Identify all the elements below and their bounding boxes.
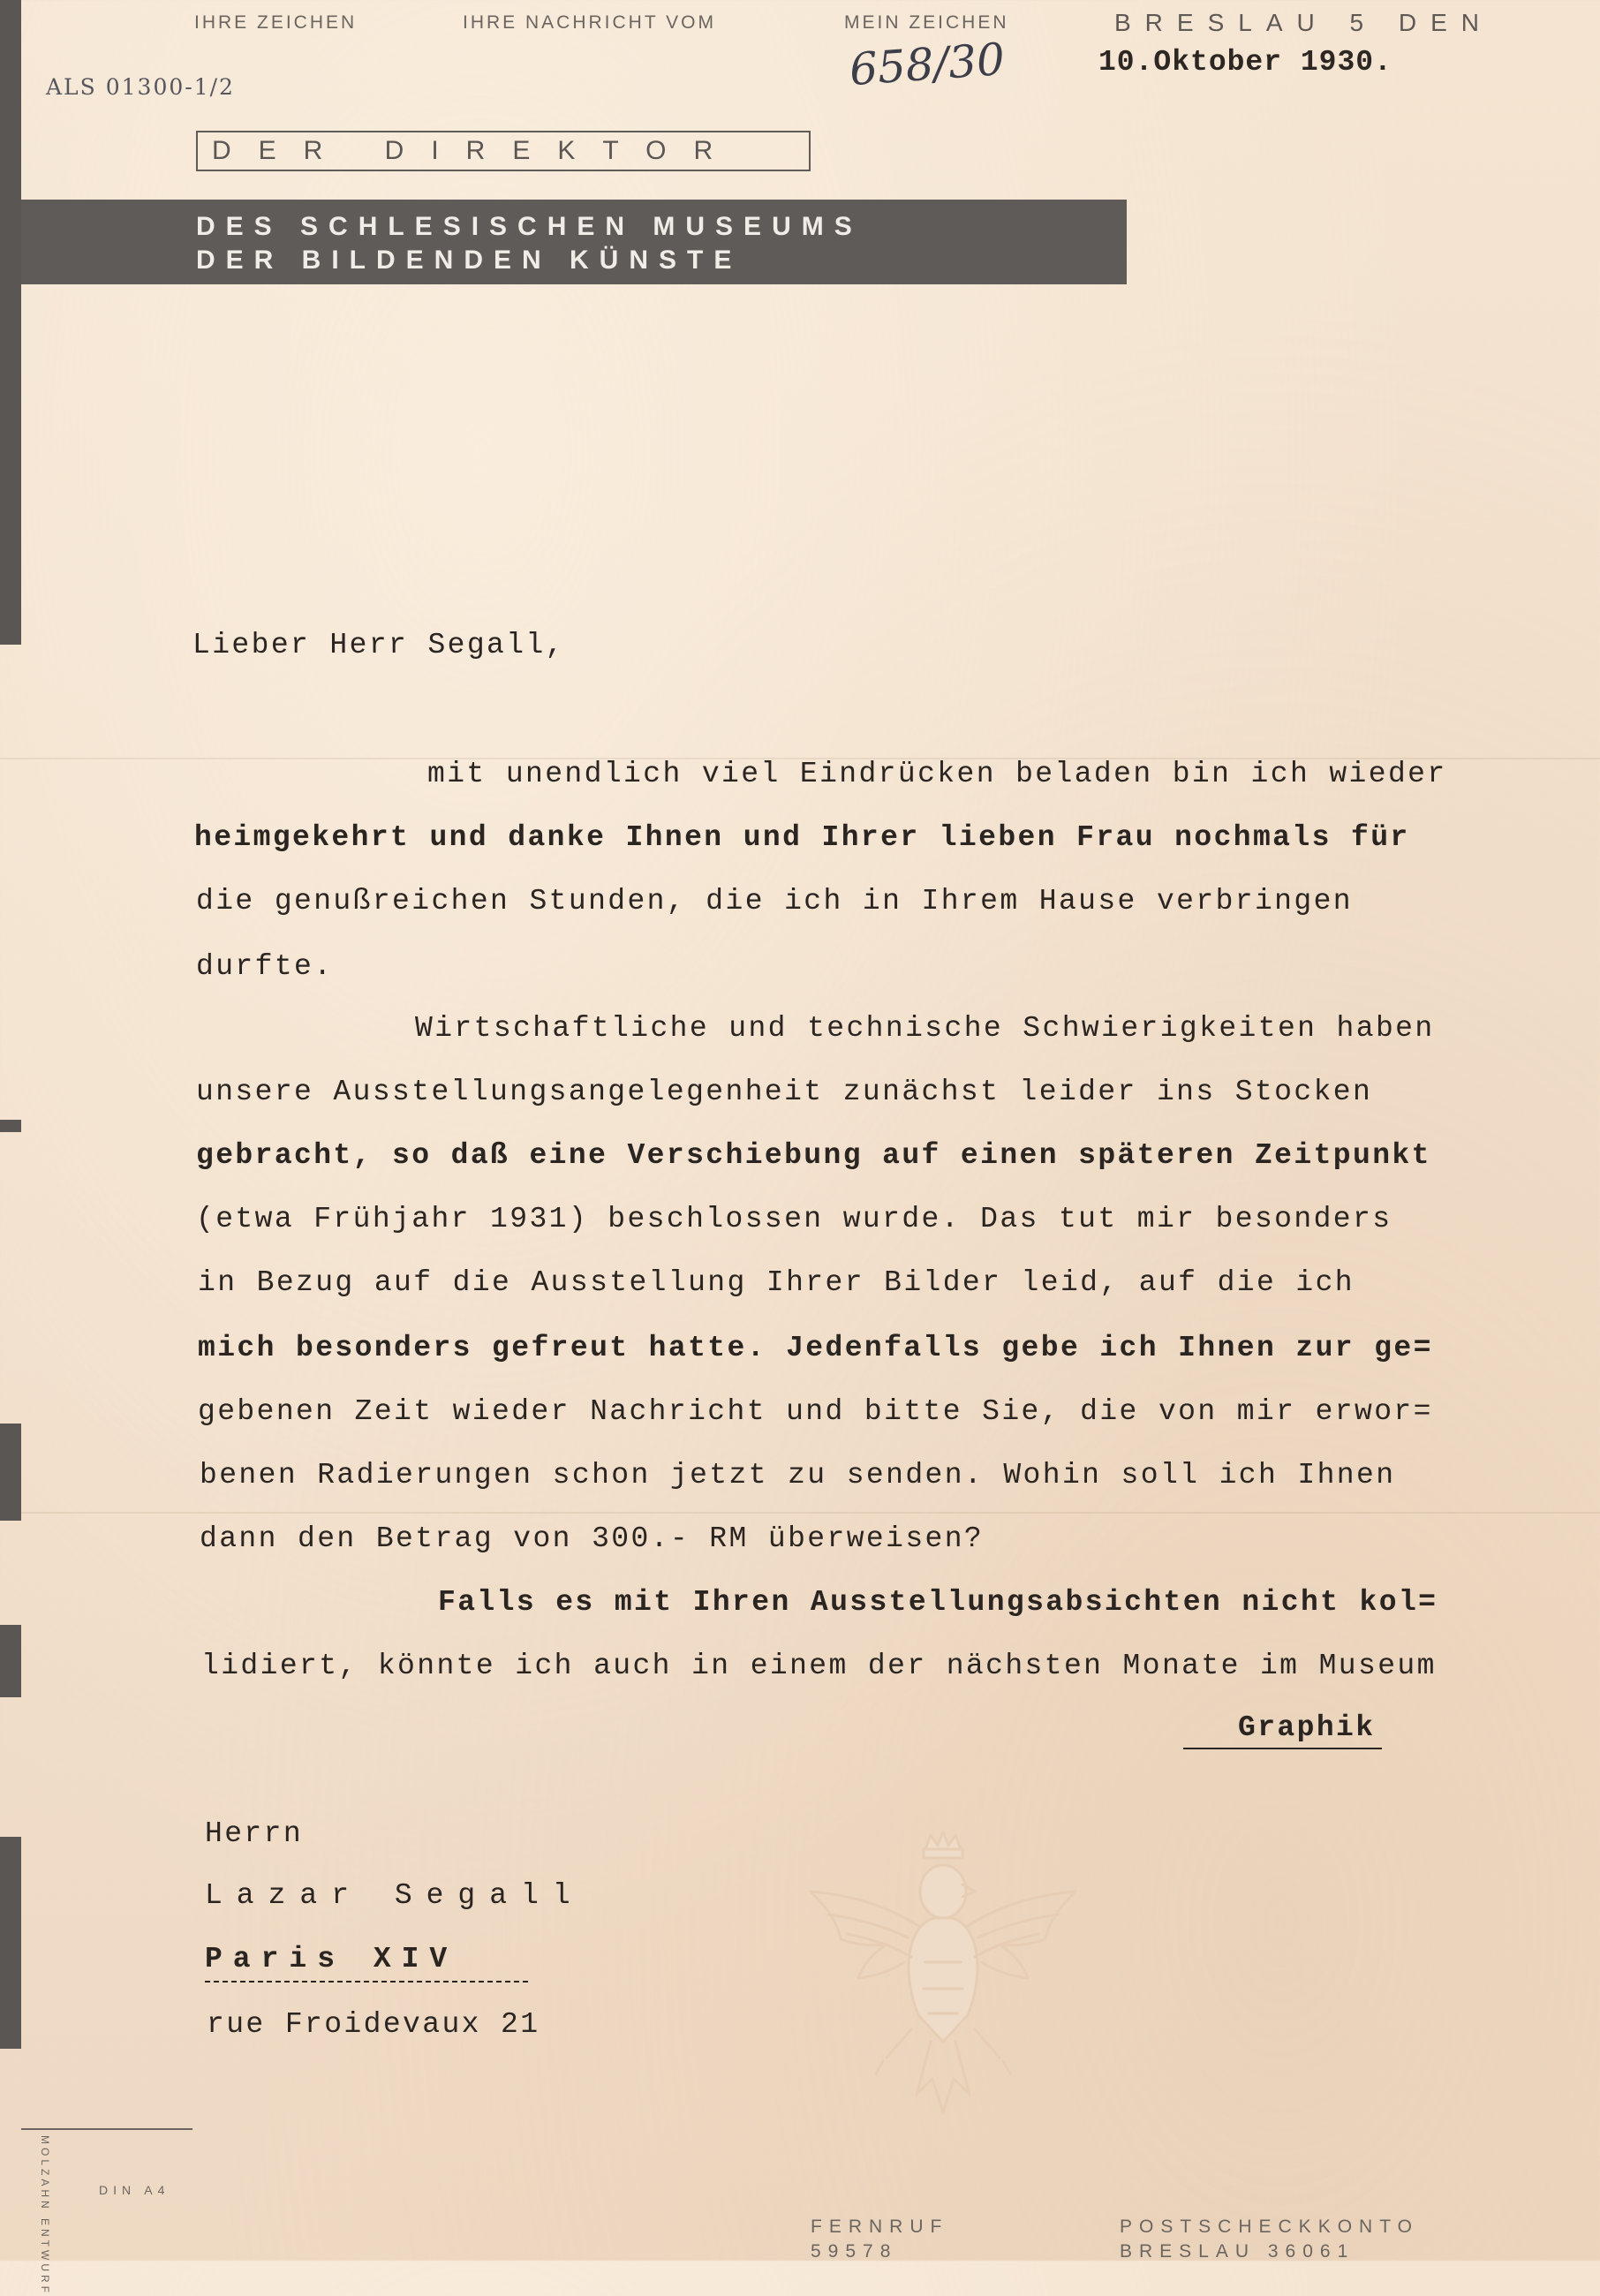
left-edge-tick [0, 1837, 21, 2049]
body-line: durfte. [196, 950, 334, 983]
continuation-word: Graphik [1183, 1711, 1382, 1749]
designer-credit: MOLZAHN ENTWURF [39, 2135, 51, 2296]
body-line: heimgekehrt und danke Ihnen und Ihrer lieben Frau nochmals für [194, 821, 1410, 854]
body-line: mich besonders gefreut hatte. Jedenfalls gebe ich Ihnen zur ge= [198, 1332, 1433, 1364]
address-street: rue Froidevaux 21 [207, 2008, 540, 2041]
ihre-nachricht-label: IHRE NACHRICHT VOM [463, 12, 716, 33]
body-line: gebracht, so daß eine Verschiebung auf einen späteren Zeitpunkt [196, 1139, 1431, 1172]
embossed-eagle-seal [802, 1830, 1084, 2137]
address-salutation: Herrn [205, 1817, 304, 1850]
body-line: mit unendlich viel Eindrücken beladen bin ich wieder [427, 758, 1447, 790]
body-line: unsere Ausstellungsangelegenheit zunächst leider ins Stocken [196, 1076, 1373, 1108]
body-line: die genußreichen Stunden, die ich in Ihrem Hause verbringen [196, 885, 1353, 918]
footer-rule [21, 2128, 192, 2130]
postal-account-label: POSTSCHECKKONTO [1120, 2217, 1419, 2237]
left-edge-tick [0, 1120, 21, 1132]
address-city: Paris XIV [205, 1943, 528, 1983]
salutation: Lieber Herr Segall, [192, 629, 565, 661]
body-line: gebenen Zeit wieder Nachricht und bitte Sie, die von mir erwor= [198, 1395, 1433, 1428]
letterhead-line-1: DES SCHLESISCHEN MUSEUMS [196, 212, 863, 241]
left-edge-tick [0, 1625, 21, 1697]
body-line: (etwa Frühjahr 1931) beschlossen wurde. Das tut mir besonders [196, 1203, 1392, 1235]
left-edge-strip [0, 0, 21, 645]
letterhead-band [21, 200, 1127, 284]
body-line: Falls es mit Ihren Ausstellungsabsichten nicht kol= [438, 1586, 1438, 1619]
body-line: Wirtschaftliche und technische Schwierigkeiten haben [415, 1012, 1435, 1045]
mein-zeichen-label: MEIN ZEICHEN [844, 12, 1009, 33]
letterhead-title: DER DIREKTOR [196, 131, 811, 171]
letter-date: 10.Oktober 1930. [1098, 46, 1392, 79]
letterhead-line-2: DER BILDENDEN KÜNSTE [196, 245, 743, 275]
body-line: dann den Betrag von 300.- RM überweisen? [200, 1522, 985, 1555]
paper-format: DIN A4 [99, 2183, 170, 2197]
address-name: Lazar Segall [205, 1879, 585, 1912]
body-line: benen Radierungen schon jetzt zu senden. Wohin soll ich Ihnen [200, 1459, 1396, 1492]
place-label: BRESLAU 5 DEN [1114, 9, 1493, 36]
ihre-zeichen-label: IHRE ZEICHEN [194, 12, 358, 33]
paper-fold-line [0, 1512, 1600, 1514]
postal-account-number: BRESLAU 36061 [1120, 2241, 1355, 2262]
body-line: lidiert, könnte ich auch in einem der nächsten Monate im Museum [201, 1650, 1437, 1682]
body-line: in Bezug auf die Ausstellung Ihrer Bilder leid, auf die ich [198, 1266, 1355, 1299]
phone-label: FERNRUF [811, 2217, 949, 2237]
handwritten-reference: 658/30 [848, 33, 1007, 96]
archive-note: ALS 01300-1/2 [46, 74, 235, 100]
phone-number: 59578 [811, 2241, 898, 2262]
left-edge-tick [0, 1424, 21, 1521]
